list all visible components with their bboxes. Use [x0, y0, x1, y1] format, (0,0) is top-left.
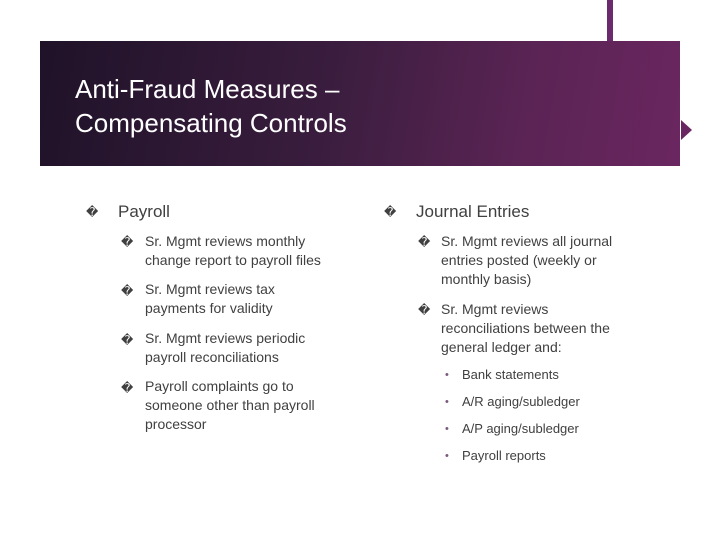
sub-bullet-icon: • — [445, 396, 449, 408]
bullet-icon: � — [86, 205, 99, 219]
sub-list-item: A/P aging/subledger — [462, 421, 579, 436]
sub-bullet-icon: • — [445, 423, 449, 435]
bullet-icon: � — [418, 303, 431, 317]
list-item: Sr. Mgmt reviews monthly change report to payroll files — [145, 233, 321, 268]
list-item: Payroll complaints go to someone other than payroll processor — [145, 378, 315, 432]
bullet-icon: � — [384, 205, 397, 219]
sub-list-item: Payroll reports — [462, 448, 546, 463]
left-column-heading: Payroll — [118, 202, 170, 221]
slide-title — [75, 72, 347, 140]
list-item: Sr. Mgmt reviews reconciliations between the general ledger and: — [441, 301, 610, 355]
sub-list-item: Bank statements — [462, 367, 559, 382]
bullet-icon: � — [418, 235, 431, 249]
title-arrow-decoration — [681, 120, 692, 140]
sub-bullet-icon: • — [445, 450, 449, 462]
sub-list-item: A/R aging/subledger — [462, 394, 580, 409]
list-item: Sr. Mgmt reviews tax payments for validity — [145, 281, 275, 316]
slide-title-line-1: Anti-Fraud Measures – — [75, 74, 340, 104]
bullet-icon: � — [121, 284, 134, 298]
sub-bullet-icon: • — [445, 369, 449, 381]
slide-title-line-2: Compensating Controls — [75, 108, 347, 138]
bullet-icon: � — [121, 333, 134, 347]
list-item: Sr. Mgmt reviews periodic payroll reconciliations — [145, 330, 306, 365]
bullet-icon: � — [121, 235, 134, 249]
right-column-heading: Journal Entries — [416, 202, 530, 221]
list-item: Sr. Mgmt reviews all journal entries posted (weekly or monthly basis) — [441, 233, 613, 287]
bullet-icon: � — [121, 381, 134, 395]
